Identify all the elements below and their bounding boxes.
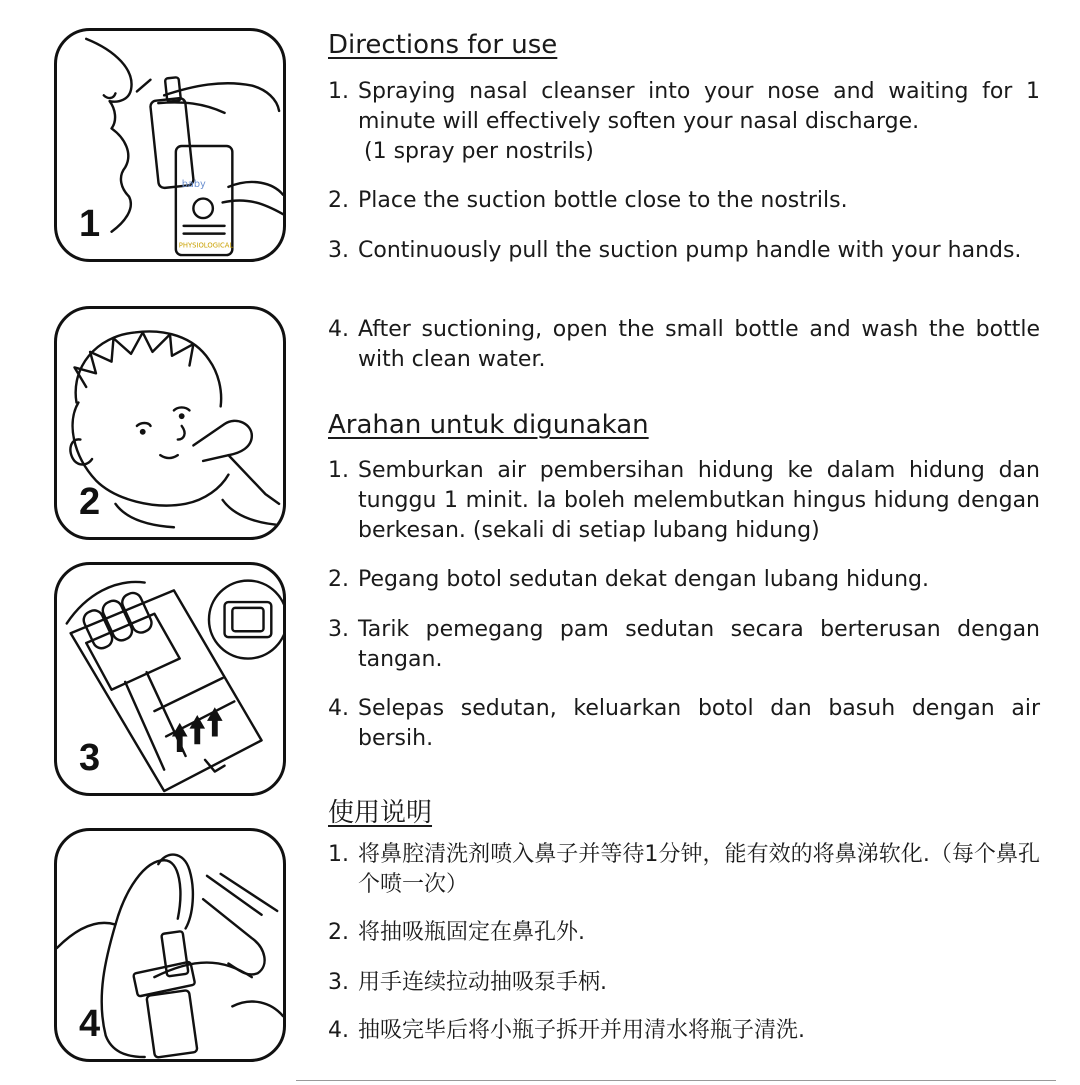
step-text: Place the suction bottle close to the nostrils. [358, 188, 848, 213]
chinese-step-1 [328, 840, 1040, 900]
chinese-step-3 [328, 968, 1040, 998]
bottom-divider [296, 1080, 1056, 1081]
step-text: 抽吸完毕后将小瓶子拆开并用清水将瓶子清洗. [358, 1018, 805, 1043]
step-note: (1 spray per nostrils) [364, 139, 594, 164]
step-text: Semburkan air pembersihan hidung ke dalam hidung dan tunggu 1 minit. Ia boleh melembutkan hingus hidung dengan berkesan. (sekali di setiap lubang hidung) [358, 458, 1040, 543]
chinese-step-2 [328, 918, 1040, 948]
step-number: 4. [328, 317, 349, 342]
step-text: 将鼻腔清洗剂喷入鼻子并等待1分钟，能有效的将鼻涕软化.（每个鼻孔个喷一次） [358, 842, 1040, 897]
malay-step-1 [328, 456, 1040, 546]
step-number: 2. [328, 188, 349, 213]
step-text: Tarik pemegang pam sedutan secara berterusan dengan tangan. [358, 617, 1040, 672]
step-3-number: 3 [79, 737, 101, 779]
step-text: 将抽吸瓶固定在鼻孔外. [358, 920, 585, 945]
english-step-3 [328, 236, 1040, 266]
malay-step-2 [328, 565, 1040, 595]
step-1-illustration [54, 28, 286, 262]
step-text: Continuously pull the suction pump handle with your hands. [358, 238, 1022, 263]
step-number: 3. [328, 970, 349, 995]
malay-step-3 [328, 615, 1040, 675]
bottle-text: PHYSIOLOGICAL [178, 241, 234, 250]
step-number: 1. [328, 842, 349, 867]
step-4-illustration [54, 828, 286, 1062]
step-number: 1. [328, 458, 349, 483]
english-step-2 [328, 186, 1040, 216]
step-number: 4. [328, 696, 349, 721]
step-number: 2. [328, 920, 349, 945]
chinese-heading: 使用说明 [328, 798, 433, 828]
step-text: Spraying nasal cleanser into your nose and waiting for 1 minute will effectively soften your nasal discharge. [358, 79, 1040, 134]
step-text: After suctioning, open the small bottle and wash the bottle with clean water. [358, 317, 1040, 372]
bottle-brand: baby [181, 178, 206, 190]
step-number: 2. [328, 567, 349, 592]
step-1-number: 1 [79, 203, 101, 245]
step-2-number: 2 [79, 481, 101, 523]
step-number: 1. [328, 79, 349, 104]
step-text: 用手连续拉动抽吸泵手柄. [358, 970, 607, 995]
malay-step-4 [328, 694, 1040, 754]
step-number: 3. [328, 238, 349, 263]
english-step-1 [328, 77, 1040, 167]
step-text: Selepas sedutan, keluarkan botol dan basuh dengan air bersih. [358, 696, 1040, 751]
chinese-step-4 [328, 1016, 1040, 1046]
step-2-illustration [54, 306, 286, 540]
english-step-4 [328, 315, 1040, 375]
step-text: Pegang botol sedutan dekat dengan lubang hidung. [358, 567, 929, 592]
step-number: 3. [328, 617, 349, 642]
step-4-number: 4 [79, 1003, 101, 1045]
english-heading: Directions for use [328, 30, 558, 60]
malay-heading: Arahan untuk digunakan [328, 410, 649, 440]
step-3-illustration [54, 562, 286, 796]
step-number: 4. [328, 1018, 349, 1043]
